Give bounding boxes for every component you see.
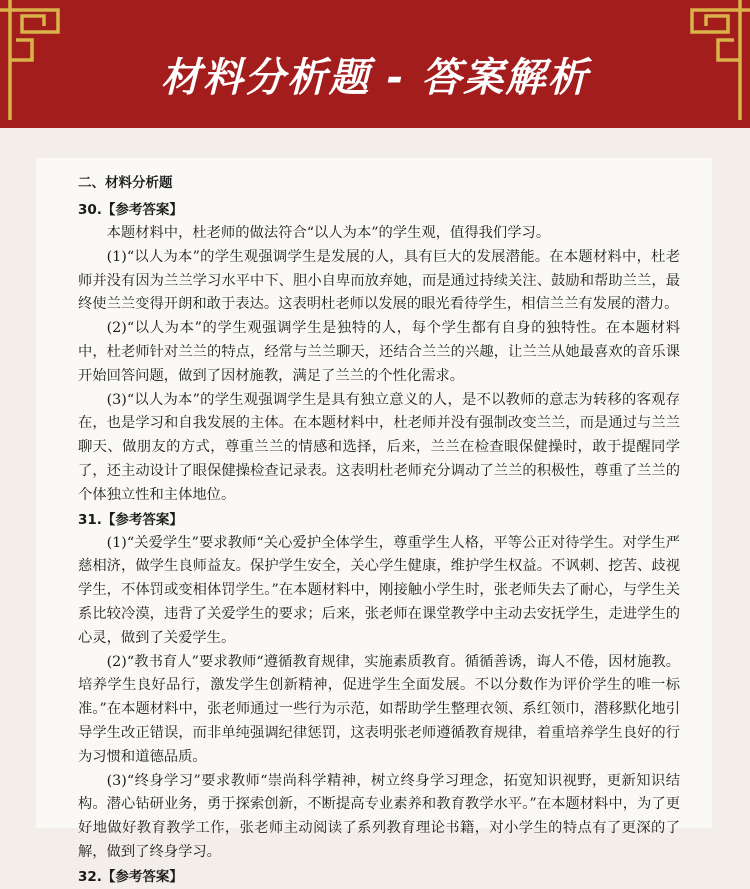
answer-tag: 【参考答案】 [101, 868, 183, 885]
answer-block-32 [78, 865, 680, 889]
answer-number: 32. [78, 868, 102, 885]
answer-block-31 [78, 508, 680, 865]
answer-paragraph: (2)“教书育人”要求教师“遵循教育规律，实施素质教育。循循善诱，诲人不倦，因材施教。培养学生良好品行，激发学生创新精神，促进学生全面发展。不以分数作为评价学生的唯一标准。”在本题材料中，张老师通过一些行为示范，如帮助学生整理衣领、系红领巾，潜移默化地引导学生改正错误，而非单纯强调纪律惩罚，这表明张老师遵循教育规律，着重培养学生良好的行为习惯和道德品质。 [78, 653, 680, 765]
answer-paragraph: 本题材料中，杜老师的做法符合“以人为本”的学生观，值得我们学习。 [106, 225, 551, 241]
answer-block-30 [78, 198, 680, 508]
page-title: 材料分析题 - 答案解析 [160, 55, 590, 101]
answer-number: 31. [78, 511, 102, 528]
document-page [36, 158, 712, 885]
answer-paragraph: (2)“以人为本”的学生观强调学生是独特的人，每个学生都有自身的独特性。在本题材料中，杜老师针对兰兰的特点，经常与兰兰聊天，还结合兰兰的兴趣，让兰兰从她最喜欢的音乐课开始回答问题，做到了因材施教，满足了兰兰的个性化需求。 [78, 320, 680, 384]
section-heading: 二、材料分析题 [78, 175, 173, 191]
answer-paragraph: (3)“以人为本”的学生观强调学生是具有独立意义的人，是不以教师的意志为转移的客观存在，也是学习和自我发展的主体。在本题材料中，杜老师并没有强制改变兰兰，而是通过与兰兰聊天、做朋友的方式，尊重兰兰的情感和选择，后来，兰兰在检查眼保健操时，敢于提醒同学了，还主动设计了眼保健操检查记录表。这表明杜老师充分调动了兰兰的积极性，尊重了兰兰的个体独立性和主体地位。 [78, 391, 680, 503]
answer-tag: 【参考答案】 [101, 202, 183, 218]
answer-label [78, 508, 680, 532]
answer-number: 30. [78, 202, 102, 218]
answer-tag: 【参考答案】 [101, 511, 183, 528]
answer-paragraph: (1)“以人为本”的学生观强调学生是发展的人，具有巨大的发展潜能。在本题材料中，杜老师并没有因为兰兰学习水平中下、胆小自卑而放弃她，而是通过持续关注、鼓励和帮助兰兰，最终使兰兰变得开朗和敢于表达。这表明杜老师以发展的眼光看待学生，相信兰兰有发展的潜力。 [78, 248, 680, 313]
document-content [36, 158, 712, 889]
answer-label [78, 198, 680, 222]
title-banner [0, 0, 750, 128]
answer-paragraph: (3)“终身学习”要求教师“崇尚科学精神，树立终身学习理念，拓宽知识视野，更新知识结构。潜心钻研业务，勇于探索创新，不断提高专业素养和教育教学水平。”在本题材料中，为了更好地做好教育教学工作，张老师主动阅读了系列教育理论书籍，对小学生的特点有了更深的了解，做到了终身学习。 [78, 772, 680, 860]
answer-paragraph: (1)“关爱学生”要求教师“关心爱护全体学生，尊重学生人格，平等公正对待学生。对学生严慈相济，做学生良师益友。保护学生安全，关心学生健康，维护学生权益。不讽刺、挖苦、歧视学生，不体罚或变相体罚学生。”在本题材料中，刚接触小学生时，张老师失去了耐心，与学生关系比较冷漠，违背了关爱学生的要求；后来，张老师在课堂教学中主动去安抚学生，走进学生的心灵，做到了关爱学生。 [78, 534, 680, 646]
answer-label [78, 865, 680, 889]
